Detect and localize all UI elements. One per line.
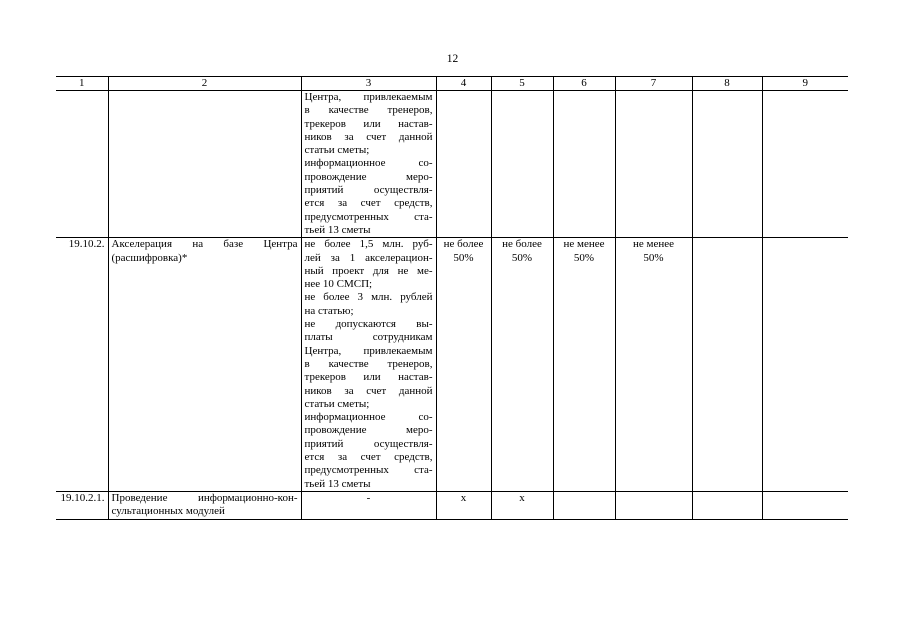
value-cell-9 [762, 91, 848, 238]
cell-line: на статью; [304, 304, 354, 317]
cell-line: трекеров или настав- [304, 117, 433, 130]
cell-line: Проведение информационно-кон- [111, 491, 298, 504]
cell-line: приятий осуществля- [304, 437, 433, 450]
item-number-cell [56, 238, 108, 492]
cell-line: предусмотренных ста- [304, 210, 433, 223]
header-cell-1: 1 [56, 77, 108, 91]
value-cell-5 [491, 91, 553, 238]
cell-line: 50% [511, 251, 533, 264]
cell-line: Центра, привлекаемым [304, 91, 433, 103]
cell-line: 50% [453, 251, 474, 264]
value-cell-6 [553, 491, 615, 519]
cell-line: трекеров или настав- [304, 371, 433, 384]
value-cell-4 [436, 238, 491, 492]
header-cell-4: 4 [436, 77, 491, 91]
value-cell-6 [553, 91, 615, 238]
cell-line: не допускаются вы- [304, 318, 433, 331]
cell-line: нее 10 СМСП; [304, 278, 373, 291]
value-cell-8 [692, 491, 762, 519]
header-cell-3: 3 [301, 77, 436, 91]
value-cell-8 [692, 238, 762, 492]
cell-line: x [460, 491, 467, 504]
header-cell-2: 2 [108, 77, 301, 91]
cell-line: Центра, привлекаемым [304, 344, 433, 357]
value-cell-8 [692, 91, 762, 238]
cell-line: не более [443, 238, 484, 251]
value-cell-7 [615, 238, 692, 492]
header-cell-8: 8 [692, 77, 762, 91]
header-cell-5: 5 [491, 77, 553, 91]
value-cell-7 [615, 91, 692, 238]
cell-line: провождение меро- [304, 424, 433, 437]
cell-line: ников за счет данной [304, 130, 433, 143]
cell-line: не более 3 млн. рублей [304, 291, 433, 304]
cell-line: не менее [563, 238, 605, 251]
cell-line: не менее [632, 238, 674, 251]
conditions-cell [301, 238, 436, 492]
cell-line: 50% [573, 251, 595, 264]
cell-line: ется за счет средств, [304, 197, 433, 210]
cell-line: тьей 13 сметы [304, 223, 371, 236]
cell-line: статьи сметы; [304, 144, 370, 157]
cell-line: не более [502, 238, 542, 251]
item-number: 19.10.2.1. [60, 491, 105, 504]
value-cell-5 [491, 238, 553, 492]
page-number: 12 [446, 53, 459, 65]
cell-line: статьи сметы; [304, 397, 370, 410]
cell-line: тьей 13 сметы [304, 477, 371, 490]
cell-line: приятий осуществля- [304, 184, 433, 197]
value-cell-9 [762, 491, 848, 519]
item-number: 19.10.2. [68, 238, 105, 251]
cell-line: провождение меро- [304, 170, 433, 183]
value-cell-4 [436, 91, 491, 238]
table-row [56, 91, 848, 238]
item-name-cell [108, 491, 301, 519]
header-cell-6: 6 [553, 77, 615, 91]
cell-line: x [519, 491, 525, 504]
header-row [56, 77, 848, 91]
value-cell-5 [491, 491, 553, 519]
cell-line: информационное со- [304, 157, 433, 170]
cell-line: ется за счет средств, [304, 451, 433, 464]
cell-line: - [366, 491, 371, 504]
value-cell-6 [553, 238, 615, 492]
cell-line: ный проект для не ме- [304, 264, 433, 277]
item-name-cell [108, 238, 301, 492]
value-cell-9 [762, 238, 848, 492]
item-name-cell [108, 91, 301, 238]
budget-table [56, 76, 848, 520]
header-cell-7: 7 [615, 77, 692, 91]
cell-line: ников за счет данной [304, 384, 433, 397]
cell-line: платы сотрудникам [304, 331, 433, 344]
header-cell-9: 9 [762, 77, 848, 91]
cell-line: информационное со- [304, 411, 433, 424]
cell-line: в качестве тренеров, [304, 104, 433, 117]
cell-line: Акселерация на базе Центра [111, 238, 298, 251]
value-cell-4 [436, 491, 491, 519]
cell-line: предусмотренных ста- [304, 464, 433, 477]
cell-line: 50% [643, 251, 664, 264]
table-row [56, 491, 848, 519]
cell-line: (расшифровка)* [111, 251, 188, 264]
cell-line: сультационных модулей [111, 505, 225, 518]
cell-line: в качестве тренеров, [304, 357, 433, 370]
table-row [56, 238, 848, 492]
cell-line: лей за 1 акселерацион- [304, 251, 433, 264]
value-cell-7 [615, 491, 692, 519]
item-number-cell [56, 91, 108, 238]
item-number-cell [56, 491, 108, 519]
conditions-cell [301, 91, 436, 238]
conditions-cell [301, 491, 436, 519]
cell-line: не более 1,5 млн. руб- [304, 238, 433, 251]
